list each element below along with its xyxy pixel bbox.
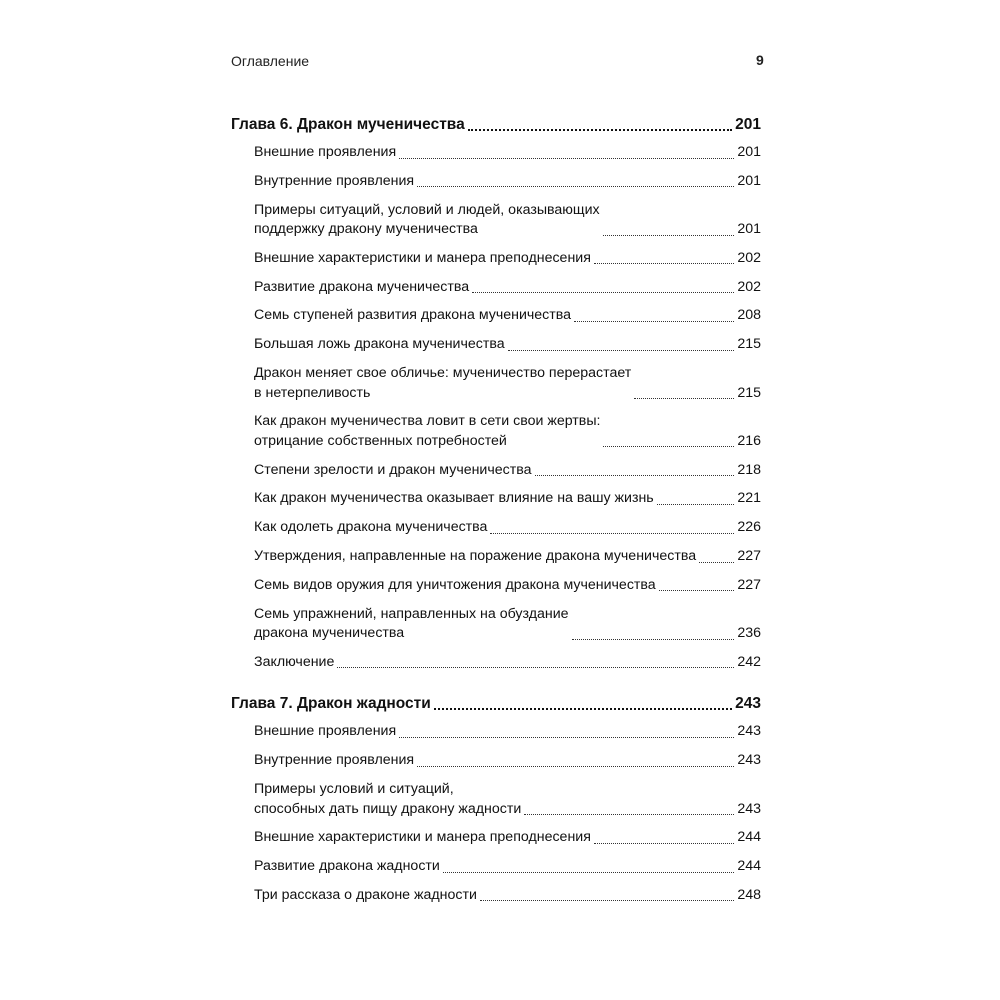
- dot-leader: [399, 737, 734, 738]
- section-title: Развитие дракона мученичества: [254, 278, 470, 295]
- section-page: 243: [737, 723, 761, 740]
- dot-leader: [490, 533, 734, 534]
- toc-section-entry[interactable]: [231, 576, 761, 596]
- section-title: Степени зрелости и дракон мученичества: [254, 461, 532, 478]
- dot-leader: [603, 235, 735, 236]
- toc-section-entry[interactable]: [231, 412, 761, 451]
- section-page: 201: [737, 172, 761, 189]
- section-title-block: [254, 249, 591, 269]
- section-title-block: [254, 722, 396, 742]
- toc-section-entry[interactable]: [231, 722, 761, 742]
- dot-leader: [659, 590, 735, 591]
- dot-leader: [603, 446, 734, 447]
- section-title-block: [254, 828, 591, 848]
- dot-leader: [508, 350, 735, 351]
- chapter-7-sections: [231, 722, 761, 905]
- section-page: 208: [737, 307, 761, 324]
- section-page: 202: [737, 249, 761, 266]
- dot-leader: [634, 398, 734, 399]
- section-title-line1: Примеры ситуаций, условий и людей, оказывающих: [254, 201, 600, 218]
- chapter-7-entry[interactable]: [231, 693, 761, 715]
- section-title-block: [254, 518, 487, 538]
- toc-section-entry[interactable]: [231, 828, 761, 848]
- section-title: Как дракон мученичества оказывает влияние на вашу жизнь: [254, 490, 654, 507]
- section-title: Внутренние проявления: [254, 752, 415, 769]
- dot-leader: [574, 321, 734, 322]
- section-title-block: [254, 143, 396, 163]
- toc-section-entry[interactable]: [231, 249, 761, 269]
- dot-leader: [468, 129, 732, 131]
- section-page: 226: [737, 519, 761, 536]
- toc-section-entry[interactable]: [231, 751, 761, 771]
- page-number: 9: [756, 52, 764, 68]
- dot-leader: [524, 814, 734, 815]
- dot-leader: [472, 292, 734, 293]
- section-title: способных дать пищу дракону жадности: [254, 800, 522, 817]
- section-page: 216: [737, 432, 761, 449]
- section-title-block: [254, 751, 414, 771]
- section-title: в нетерпеливость: [254, 384, 371, 401]
- dot-leader: [399, 158, 734, 159]
- section-page: 242: [737, 653, 761, 670]
- section-title: Внешние проявления: [254, 144, 397, 160]
- toc-section-entry[interactable]: [231, 278, 761, 298]
- toc-section-entry[interactable]: [231, 518, 761, 538]
- toc-section-entry[interactable]: [231, 364, 761, 403]
- dot-leader: [417, 766, 734, 767]
- section-title-block: [254, 857, 440, 877]
- section-title-block: [254, 886, 477, 906]
- section-title-block: [254, 335, 505, 355]
- section-title-block: [254, 412, 600, 451]
- section-title-line1: Дракон меняет свое обличье: мученичество перерастает: [254, 365, 632, 382]
- section-title-block: [254, 780, 521, 819]
- section-title: дракона мученичества: [254, 625, 405, 642]
- dot-leader: [535, 475, 735, 476]
- toc-section-entry[interactable]: [231, 489, 761, 509]
- section-page: 202: [737, 278, 761, 295]
- section-title-block: [254, 547, 696, 567]
- section-title-line1: Как дракон мученичества ловит в сети свои жертвы:: [254, 413, 601, 430]
- section-page: 227: [737, 576, 761, 593]
- toc-section-entry[interactable]: [231, 857, 761, 877]
- section-title-block: [254, 576, 656, 596]
- dot-leader: [443, 872, 734, 873]
- section-page: 244: [737, 829, 761, 846]
- section-title-block: [254, 605, 569, 644]
- toc-section-entry[interactable]: [231, 306, 761, 326]
- section-title: поддержку дракону мученичества: [254, 221, 478, 238]
- running-title: Оглавление: [231, 53, 310, 69]
- section-title-line1: Примеры условий и ситуаций,: [254, 781, 454, 798]
- section-title-block: [254, 201, 600, 240]
- section-title: отрицание собственных потребностей: [254, 432, 507, 449]
- section-title: Внутренние проявления: [254, 172, 415, 189]
- toc-section-entry[interactable]: [231, 547, 761, 567]
- section-title: Как одолеть дракона мученичества: [254, 519, 488, 536]
- section-title-line1: Семь упражнений, направленных на обуздание: [254, 605, 569, 622]
- section-title-block: [254, 172, 414, 192]
- toc-section-entry[interactable]: [231, 335, 761, 355]
- table-of-contents: [231, 114, 761, 905]
- dot-leader: [594, 263, 734, 264]
- section-title: Внешние характеристики и манера преподнесения: [254, 249, 591, 266]
- chapter-6-sections: [231, 143, 761, 672]
- dot-leader: [434, 708, 732, 710]
- dot-leader: [572, 639, 735, 640]
- section-page: 201: [737, 221, 761, 238]
- toc-section-entry[interactable]: [231, 201, 761, 240]
- section-page: 243: [737, 752, 761, 769]
- toc-section-entry[interactable]: [231, 172, 761, 192]
- dot-leader: [480, 900, 734, 901]
- section-title: Заключение: [254, 653, 335, 670]
- dot-leader: [337, 667, 734, 668]
- section-title-block: [254, 653, 334, 673]
- section-title: Внешние проявления: [254, 723, 397, 740]
- toc-section-entry[interactable]: [231, 780, 761, 819]
- dot-leader: [594, 843, 734, 844]
- section-page: 221: [737, 490, 761, 507]
- section-page: 227: [737, 548, 761, 565]
- section-title-block: [254, 364, 631, 403]
- section-title: Утверждения, направленные на поражение дракона мученичества: [254, 548, 697, 565]
- section-page: 243: [737, 800, 761, 817]
- section-page: 248: [737, 886, 761, 903]
- chapter-title: Глава 6. Дракон мученичества: [231, 116, 465, 133]
- section-page: 215: [737, 384, 761, 401]
- toc-section-entry[interactable]: [231, 653, 761, 673]
- section-page: 201: [737, 144, 761, 160]
- section-title: Развитие дракона жадности: [254, 858, 440, 875]
- section-title-block: [254, 278, 469, 298]
- section-page: 215: [737, 336, 761, 353]
- chapter-title: Глава 7. Дракон жадности: [231, 695, 431, 713]
- section-title: Три рассказа о драконе жадности: [254, 886, 477, 903]
- section-title: Большая ложь дракона мученичества: [254, 336, 505, 353]
- toc-section-entry[interactable]: [231, 886, 761, 906]
- section-page: 244: [737, 858, 761, 875]
- toc-section-entry[interactable]: [231, 143, 761, 163]
- dot-leader: [657, 504, 735, 505]
- toc-section-entry[interactable]: [231, 461, 761, 481]
- dot-leader: [417, 186, 734, 187]
- chapter-6-entry[interactable]: [231, 114, 761, 136]
- section-title-block: [254, 461, 532, 481]
- section-title-block: [254, 306, 571, 326]
- toc-section-entry[interactable]: [231, 605, 761, 644]
- chapter-page: 243: [735, 695, 761, 713]
- section-title: Семь видов оружия для уничтожения дракона мученичества: [254, 576, 656, 593]
- section-title: Внешние характеристики и манера преподнесения: [254, 829, 591, 846]
- section-page: 218: [737, 461, 761, 478]
- chapter-page: 201: [735, 116, 761, 133]
- section-page: 236: [737, 625, 761, 642]
- section-title-block: [254, 489, 654, 509]
- section-title: Семь ступеней развития дракона мученичества: [254, 307, 572, 324]
- dot-leader: [699, 562, 734, 563]
